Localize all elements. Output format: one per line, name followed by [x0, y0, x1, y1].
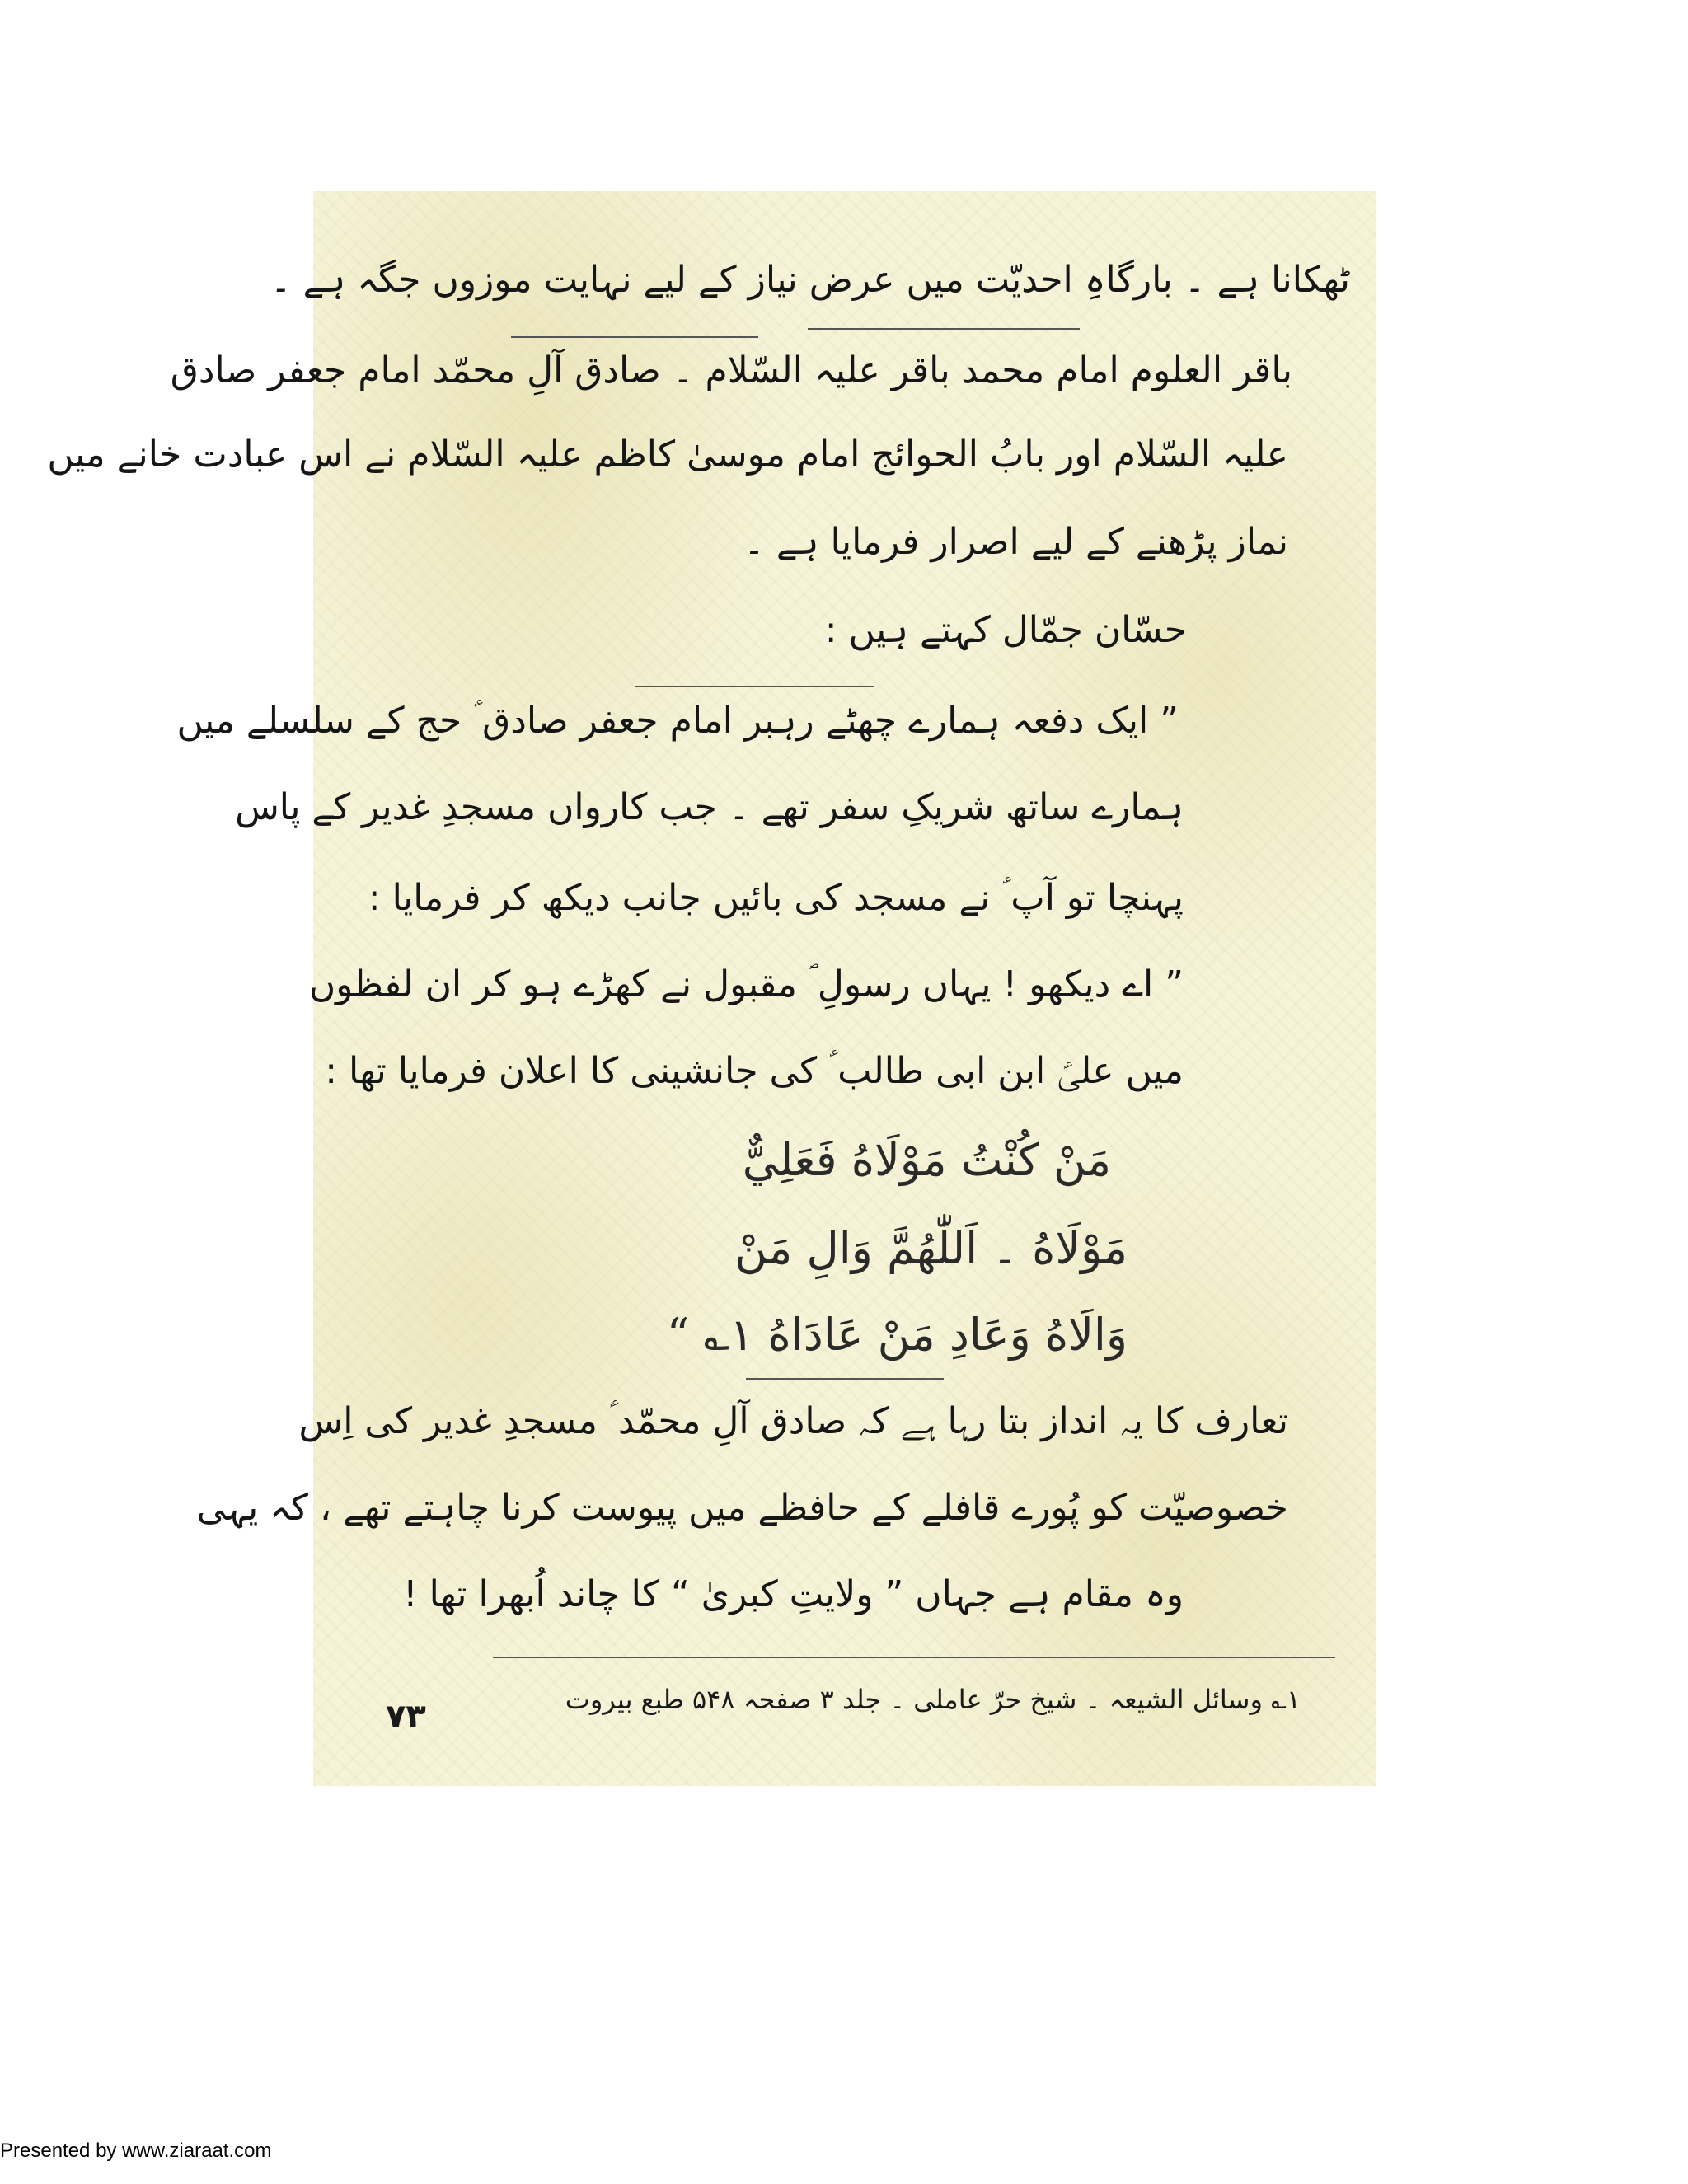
- text-line-13: وہ مقام ہے جہاں ” ولایتِ کبریٰ “ کا چاند اُبھرا تھا !: [402, 1573, 1184, 1615]
- ornament-rule-4: [746, 1378, 944, 1380]
- text-line-7: ہمارے ساتھ شریکِ سفر تھے ۔ جب کارواں مسجدِ غدیر کے پاس: [235, 786, 1184, 828]
- arabic-line-3: وَالَاهُ وَعَادِ مَنْ عَادَاهُ ۱؎ “: [666, 1309, 1128, 1361]
- text-line-5: حسّان جمّال کہتے ہیں :: [824, 609, 1187, 651]
- text-line-11: تعارف کا یہ انداز بتا رہا ہے کہ صادق آلِ محمّد ؑ مسجدِ غدیر کی اِس: [298, 1400, 1288, 1442]
- text-line-8: پہنچا تو آپ ؑ نے مسجد کی بائیں جانب دیکھ کر فرمایا :: [368, 877, 1184, 919]
- ornament-rule-2: [511, 336, 758, 338]
- ornament-rule-1: [808, 328, 1080, 330]
- text-line-1: ٹھکانا ہے ۔ بارگاہِ احدیّت میں عرض نیاز کے لیے نہایت موزوں جگہ ہے ۔: [270, 259, 1350, 301]
- text-line-9: ” اے دیکھو ! یہاں رسولِ ؐ مقبول نے کھڑے ہو کر ان لفظوں: [308, 963, 1184, 1005]
- text-line-3: علیہ السّلام اور بابُ الحوائج امام موسیٰ کاظم علیہ السّلام نے اس عبادت خانے میں: [47, 434, 1288, 476]
- site-credit: Presented by www.ziaraat.com: [0, 2139, 272, 2162]
- ornament-rule-3: [635, 686, 874, 687]
- text-line-2: باقر العلوم امام محمد باقر علیہ السّلام ۔ صادق آلِ محمّد امام جعفر صادق: [170, 349, 1292, 391]
- arabic-line-2: مَوْلَاهُ ۔ اَللّٰهُمَّ وَالِ مَنْ: [734, 1222, 1128, 1274]
- text-line-6: ” ایک دفعہ ہمارے چھٹے رہبر امام جعفر صادق ؑ حج کے سلسلے میں: [176, 700, 1179, 742]
- footnote-divider: [493, 1657, 1335, 1658]
- text-line-10: میں علیؑ ابن ابی طالب ؑ کی جانشینی کا اعلان فرمایا تھا :: [325, 1050, 1184, 1092]
- text-line-12: خصوصیّت کو پُورے قافلے کے حافظے میں پیوست کرنا چاہتے تھے ، کہ یہی: [196, 1487, 1288, 1529]
- text-line-4: نماز پڑھنے کے لیے اصرار فرمایا ہے ۔: [743, 521, 1288, 563]
- page-number: ۷۳: [386, 1698, 426, 1736]
- arabic-line-1: مَنْ كُنْتُ مَوْلَاهُ فَعَلِيٌّ: [742, 1134, 1111, 1186]
- footnote: ۱؎ وسائل الشیعہ ۔ شیخ حرّ عاملی ۔ جلد ۳ صفحہ ۵۴۸ طبع بیروت: [565, 1684, 1301, 1715]
